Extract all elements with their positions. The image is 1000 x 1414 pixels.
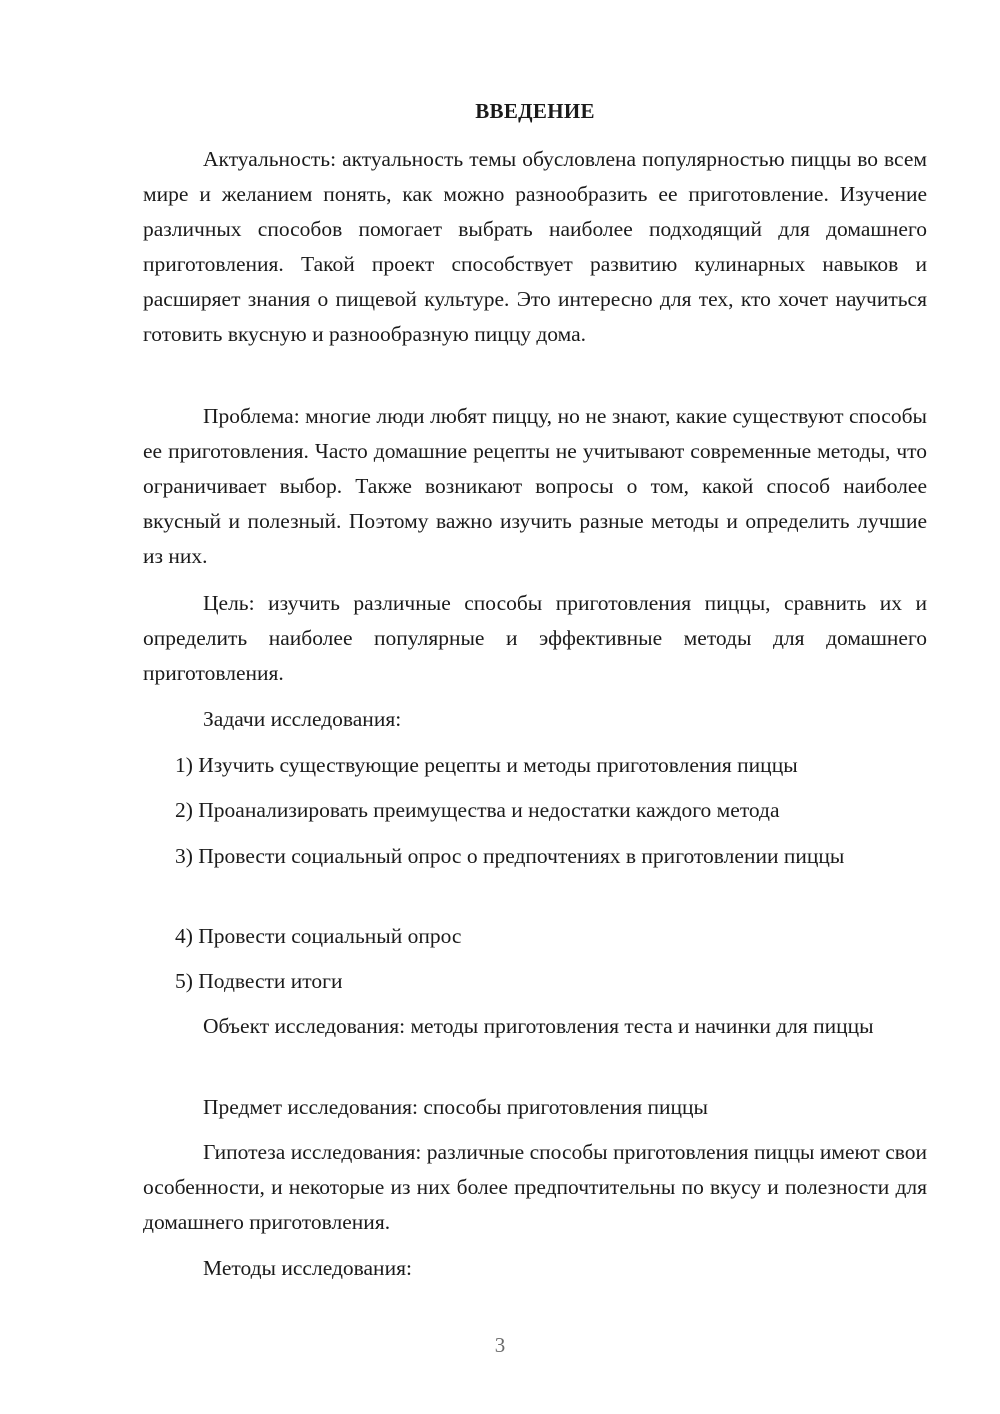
task-item: 4) Провести социальный опрос [175, 924, 462, 948]
hypothesis-paragraph: Гипотеза исследования: различные способы приготовления пиццы имеют свои особенности, и некоторые из них более предпочтительны по вкусу и полезности для домашнего приготовления. [143, 1140, 927, 1234]
methods-heading: Методы исследования: [203, 1256, 412, 1280]
page-number: 3 [494, 1333, 506, 1357]
problem-paragraph: Проблема: многие люди любят пиццу, но не знают, какие существуют способы ее приготовления. Часто домашние рецепты не учитывают современные методы, что ограничивает выбор. Также возникают вопросы о том, какой способ наиболее вкусный и полезный. Поэтому важно изучить разные методы и определить лучшие из них. [143, 404, 927, 568]
task-item: 5) Подвести итоги [175, 969, 343, 993]
goal-paragraph: Цель: изучить различные способы приготовления пиццы, сравнить их и определить наиболее популярные и эффективные методы для домашнего приготовления. [143, 591, 927, 685]
page-title: ВВЕДЕНИЕ [475, 99, 595, 123]
tasks-heading: Задачи исследования: [203, 707, 402, 731]
subject-paragraph: Предмет исследования: способы приготовления пиццы [203, 1095, 708, 1119]
task-item: 3) Провести социальный опрос о предпочтениях в приготовлении пиццы [175, 844, 845, 868]
relevance-paragraph: Актуальность: актуальность темы обусловлена популярностью пиццы во всем мире и желанием понять, как можно разнообразить ее приготовление. Изучение различных способов помогает выбрать наиболее подходящий для домашнего приготовления. Такой проект способствует развитию кулинарных навыков и расширяет знания о пищевой культуре. Это интересно для тех, кто хочет научиться готовить вкусную и разнообразную пиццу дома. [143, 147, 927, 346]
task-item: 1) Изучить существующие рецепты и методы приготовления пиццы [175, 753, 798, 777]
object-paragraph: Объект исследования: методы приготовления теста и начинки для пиццы [203, 1014, 874, 1038]
task-item: 2) Проанализировать преимущества и недостатки каждого метода [175, 798, 780, 822]
